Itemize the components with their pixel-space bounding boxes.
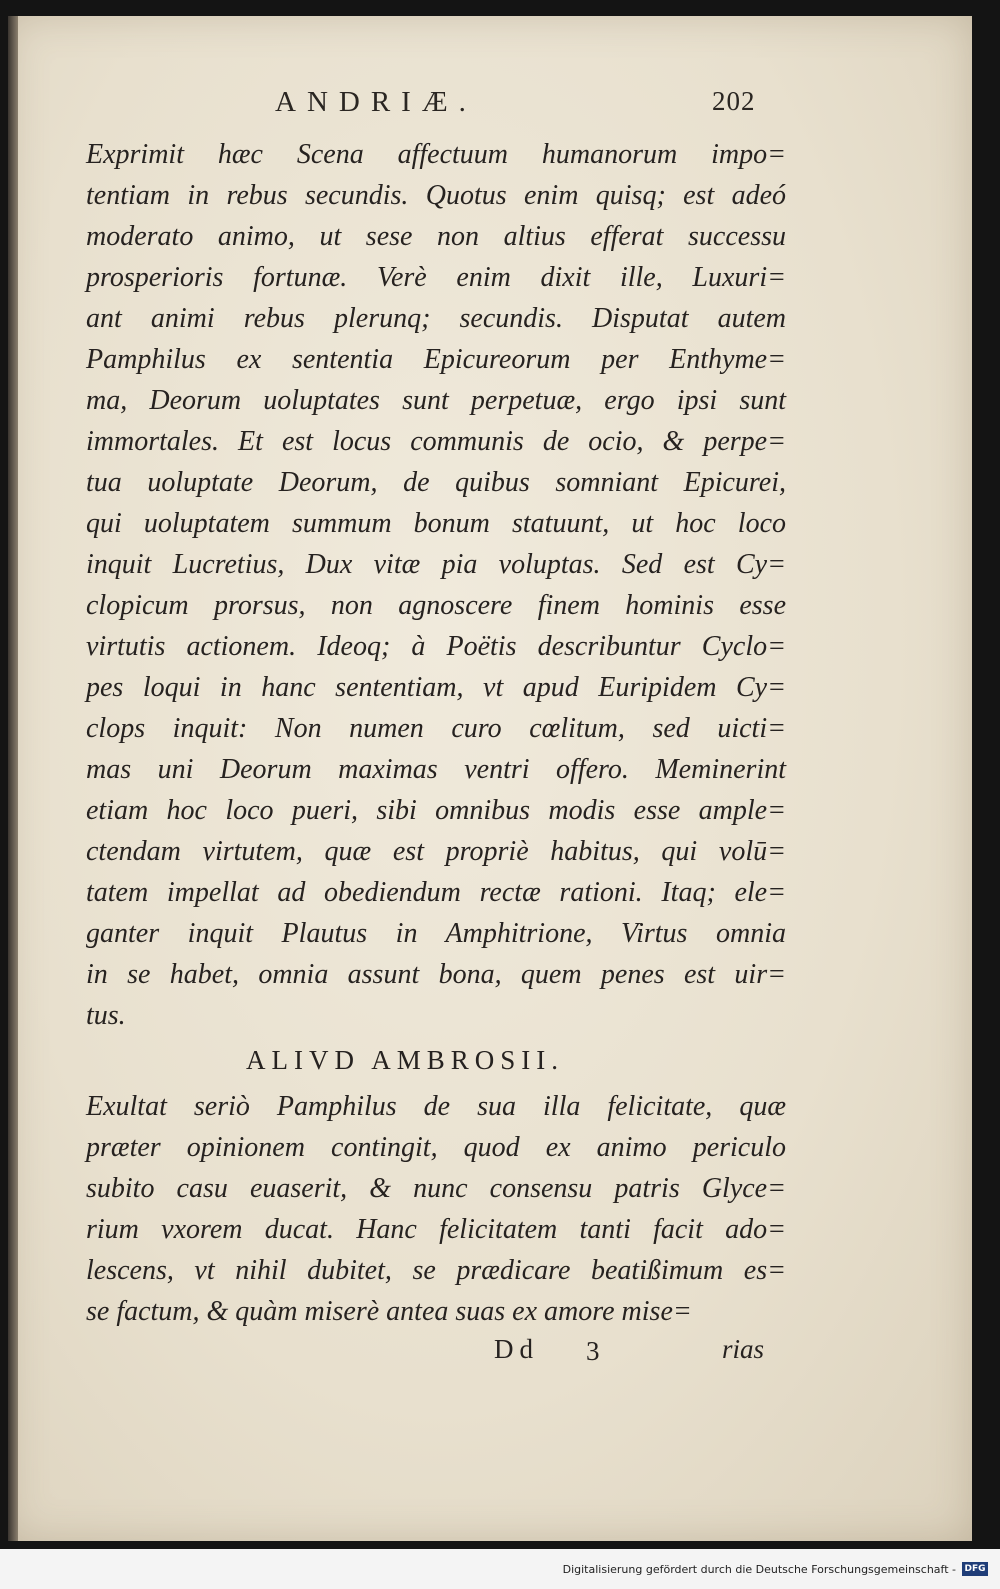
page-gutter [8, 16, 18, 1541]
text-line: immortales. Et est locus communis de ocio, & perpe= [86, 426, 786, 457]
page-header [8, 86, 972, 126]
digitization-credit: Digitalisierung gefördert durch die Deutsche Forschungsgemeinschaft - [562, 1563, 956, 1576]
dfg-logo-icon: DFG [962, 1562, 988, 1576]
text-line: tatem impellat ad obediendum rectæ rationi. Itaq; ele= [86, 877, 786, 908]
text-line: moderato animo, ut sese non altius efferat successu [86, 221, 786, 252]
text-line: pes loqui in hanc sententiam, vt apud Euripidem Cy= [86, 672, 786, 703]
text-line: lescens, vt nihil dubitet, se prædicare beatißimum es= [86, 1255, 786, 1286]
section-heading: ALIVD AMBROSII. [246, 1045, 565, 1075]
text-line: prosperioris fortunæ. Verè enim dixit ille, Luxuri= [86, 262, 786, 293]
text-line: tentiam in rebus secundis. Quotus enim quisq; est adeó [86, 180, 786, 211]
text-line: Exprimit hæc Scena affectuum humanorum impo= [86, 139, 786, 170]
signature-number: 3 [586, 1336, 600, 1366]
text-line: etiam hoc loco pueri, sibi omnibus modis esse ample= [86, 795, 786, 826]
text-line: rium vxorem ducat. Hanc felicitatem tanti facit ado= [86, 1214, 786, 1245]
catchword: rias [722, 1334, 765, 1364]
paragraph-1 [86, 134, 786, 1036]
paragraph-2 [86, 1086, 786, 1332]
signature-mark: Dd [494, 1334, 539, 1364]
text-line: mas uni Deorum maximas ventri offero. Meminerint [86, 754, 786, 785]
text-line: tua uoluptate Deorum, de quibus somniant Epicurei, [86, 467, 786, 498]
book-page [8, 16, 972, 1541]
text-line: tus. [86, 1000, 126, 1031]
text-line: in se habet, omnia assunt bona, quem penes est uir= [86, 959, 786, 990]
text-line: Exultat seriò Pamphilus de sua illa felicitate, quæ [86, 1091, 786, 1122]
text-line: præter opinionem contingit, quod ex animo periculo [86, 1132, 786, 1163]
text-line: ctendam virtutem, quæ est propriè habitus, qui volū= [86, 836, 786, 867]
text-line: clops inquit: Non numen curo cœlitum, sed uicti= [86, 713, 786, 744]
page-text [86, 134, 786, 1332]
text-line: ant animi rebus plerunq; secundis. Disputat autem [86, 303, 786, 334]
text-line: virtutis actionem. Ideoq; à Poëtis describuntur Cyclo= [86, 631, 786, 662]
text-line: ma, Deorum uoluptates sunt perpetuæ, ergo ipsi sunt [86, 385, 786, 416]
credit-bar [0, 1549, 1000, 1589]
text-line: inquit Lucretius, Dux vitæ pia voluptas. Sed est Cy= [86, 549, 786, 580]
text-line: se factum, & quàm miserè antea suas ex amore mise= [86, 1296, 692, 1327]
page-number: 202 [712, 86, 756, 116]
page-footer [8, 1334, 972, 1374]
text-line: Pamphilus ex sententia Epicureorum per Enthyme= [86, 344, 786, 375]
text-line: ganter inquit Plautus in Amphitrione, Virtus omnia [86, 918, 786, 949]
text-line: qui uoluptatem summum bonum statuunt, ut hoc loco [86, 508, 786, 539]
text-line: clopicum prorsus, non agnoscere finem hominis esse [86, 590, 786, 621]
text-line: subito casu euaserit, & nunc consensu patris Glyce= [86, 1173, 786, 1204]
running-title: ANDRIÆ. [275, 86, 477, 118]
